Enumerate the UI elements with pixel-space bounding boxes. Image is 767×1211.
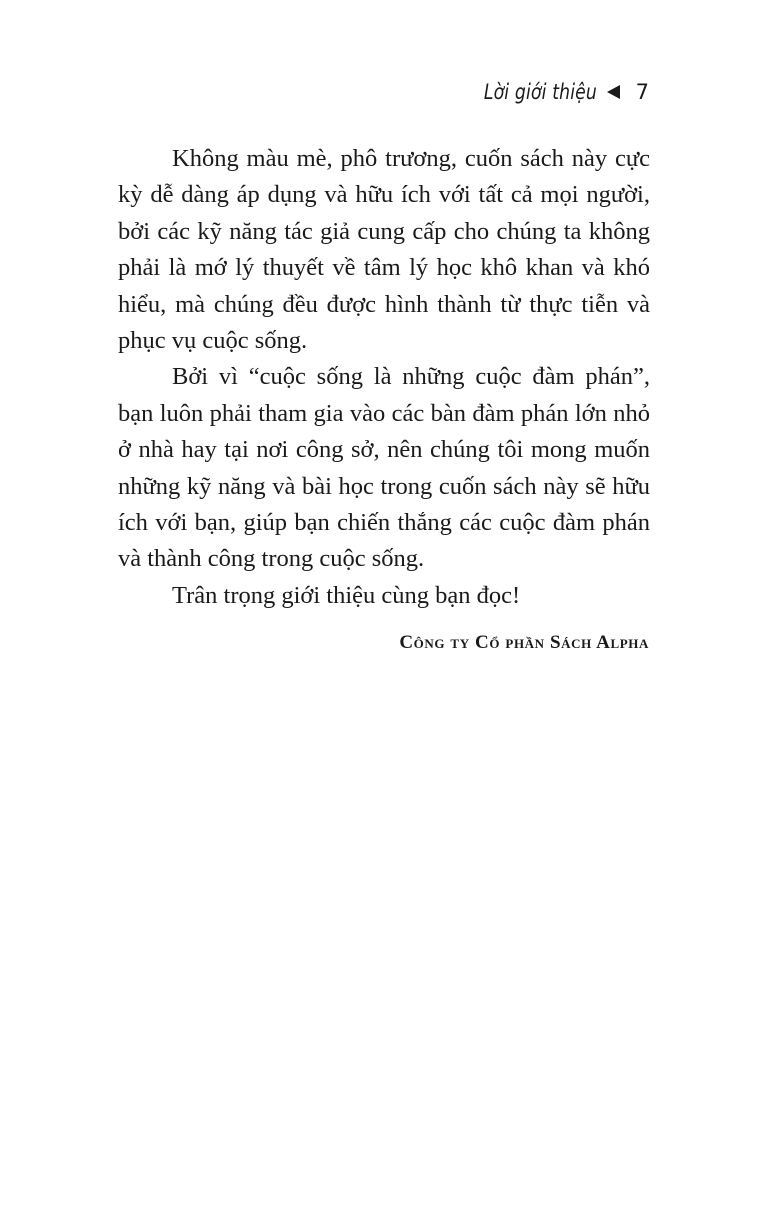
body-text: [118, 141, 650, 614]
paragraph-1: Không màu mè, phô trương, cuốn sách này cực kỳ dễ dàng áp dụng và hữu ích với tất cả mọi người, bởi các kỹ năng tác giả cung cấp cho chúng ta không phải là mớ lý thuyết về tâm lý học khô khan và khó hiểu, mà chúng đều được hình thành từ thực tiễn và phục vụ cuộc sống.: [118, 145, 650, 355]
page-number: 7: [635, 80, 649, 104]
left-triangle-icon: [607, 85, 620, 99]
running-header: [459, 80, 649, 104]
chapter-title: Lời giới thiệu: [483, 80, 597, 104]
publisher-signature: Công ty Cổ phần Sách Alpha: [399, 632, 649, 653]
paragraph-2: Bởi vì “cuộc sống là những cuộc đàm phán”, bạn luôn phải tham gia vào các bàn đàm phán lớn nhỏ ở nhà hay tại nơi công sở, nên chúng tôi mong muốn những kỹ năng và bài học trong cuốn sách này sẽ hữu ích với bạn, giúp bạn chiến thắng các cuộc đàm phán và thành công trong cuộc sống.: [118, 363, 650, 573]
paragraph-3: Trân trọng giới thiệu cùng bạn đọc!: [172, 581, 521, 609]
